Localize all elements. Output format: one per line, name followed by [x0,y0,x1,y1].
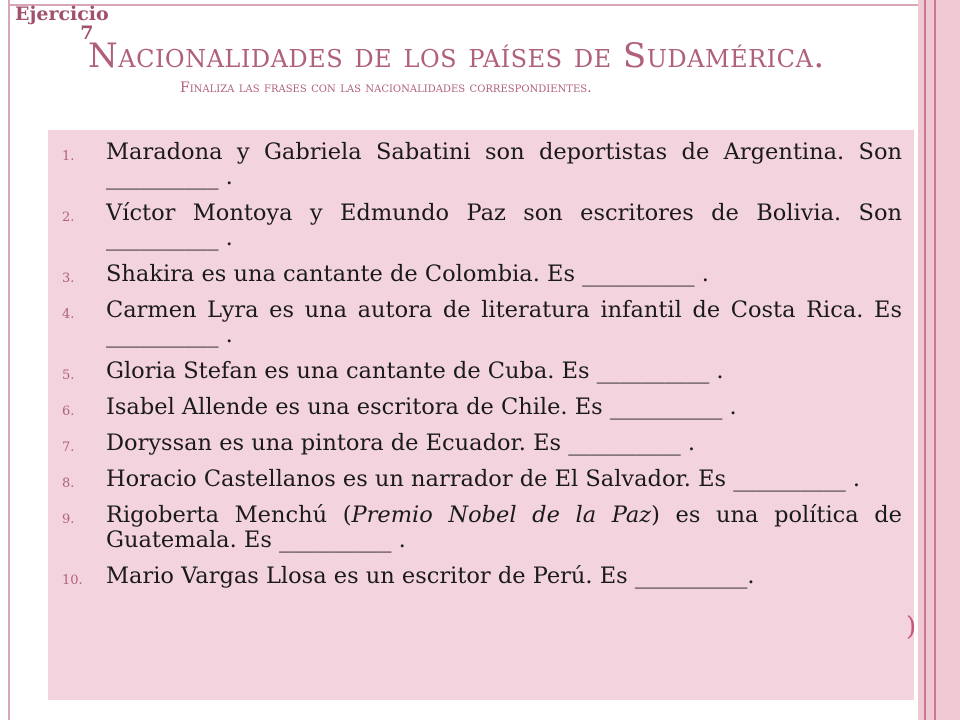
item-text: Víctor Montoya y Edmundo Paz son escritores de Bolivia. Son __________ . [106,200,902,251]
list-item [58,262,902,287]
item-text-end: ) es una política de Guatemala. Es __________ . [106,502,903,553]
sentence-list [58,140,902,589]
list-item [58,431,902,456]
list-item [58,564,902,589]
slide-subtitle: Finaliza las frases con las nacionalidades correspondientes. [180,80,592,96]
item-text: Gloria Stefan es una cantante de Cuba. Es __________ . [106,358,724,384]
item-number: 7. [62,440,75,455]
top-border-line [8,4,918,6]
exercise-word: Ejercicio [15,3,109,25]
list-item [58,467,902,492]
item-text: Horacio Castellanos es un narrador de El Salvador. Es __________ . [106,466,861,492]
item-text: Isabel Allende es una escritora de Chile. Es __________ . [106,394,737,420]
item-text-start: Rigoberta Menchú ( [106,502,352,528]
list-item [58,503,902,553]
border-stripe [934,0,936,720]
list-item [58,359,902,384]
item-text: Doryssan es una pintora de Ecuador. Es __________ . [106,430,696,456]
item-number: 2. [62,210,75,225]
item-number: 3. [62,271,75,286]
item-text: Mario Vargas Llosa es un escritor de Perú. Es __________. [106,563,755,589]
item-number: 5. [62,368,75,383]
border-stripe [924,0,926,720]
stray-parenthesis: ) [906,612,917,642]
list-item [58,201,902,251]
left-border-line [8,0,10,720]
list-item [58,298,902,348]
item-text-italic: Premio Nobel de la Paz [351,502,652,528]
list-item [58,140,902,190]
item-number: 8. [62,476,75,491]
right-decorative-border [918,0,960,720]
item-number: 1. [62,149,75,164]
item-text: Maradona y Gabriela Sabatini son deportistas de Argentina. Son __________ . [106,139,902,190]
list-item [58,395,902,420]
item-number: 6. [62,404,75,419]
slide-title: Nacionalidades de los países de Sudamérica. [88,36,825,76]
item-number: 4. [62,307,75,322]
item-number: 9. [62,512,75,527]
exercise-number: 7 [80,22,94,44]
item-text: Carmen Lyra es una autora de literatura infantil de Costa Rica. Es __________ . [106,297,902,348]
item-number: 10. [62,573,83,588]
item-text: Shakira es una cantante de Colombia. Es __________ . [106,261,709,287]
exercise-panel [48,130,917,700]
